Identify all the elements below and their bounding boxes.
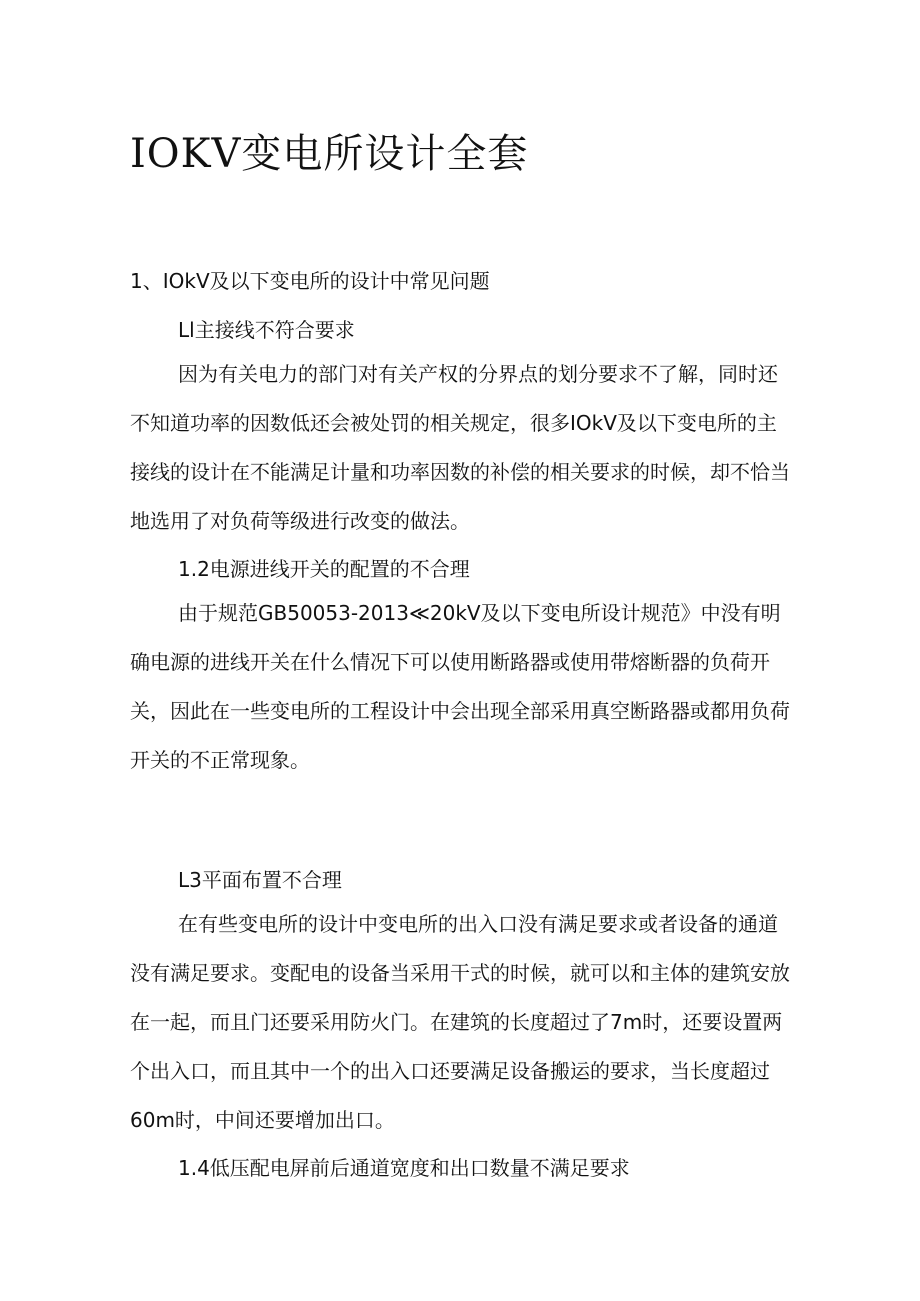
paragraph-line: 在一起，而且门还要采用防火门。在建筑的长度超过了7m时，还要设置两: [130, 1010, 783, 1034]
paragraph-line: 因为有关电力的部门对有关产权的分界点的划分要求不了解，同时还: [178, 362, 778, 386]
paragraph-1-3: [130, 900, 790, 1145]
subsection-heading-1-3: L3平面布置不合理: [178, 868, 342, 892]
paragraph-line: 个出入口，而且其中一个的出入口还要满足设备搬运的要求，当长度超过: [130, 1059, 770, 1083]
paragraph-line: 没有满足要求。变配电的设备当采用干式的时候，就可以和主体的建筑安放: [130, 961, 790, 985]
paragraph-line: 不知道功率的因数低还会被处罚的相关规定，很多IOkV及以下变电所的主: [130, 411, 777, 435]
subsection-heading-1-1: Ll主接线不符合要求: [178, 318, 355, 342]
section-heading-1: 1、IOkV及以下变电所的设计中常见问题: [130, 269, 490, 293]
paragraph-line: 地选用了对负荷等级进行改变的做法。: [130, 509, 470, 533]
paragraph-1-2: [130, 589, 790, 785]
subsection-heading-1-2: 1.2电源进线开关的配置的不合理: [178, 557, 470, 581]
paragraph-line: 关，因此在一些变电所的工程设计中会出现全部采用真空断路器或都用负荷: [130, 699, 790, 723]
paragraph-line: 由于规范GB50053-2013≪20kV及以下变电所设计规范》中没有明: [178, 601, 781, 625]
subsection-heading-1-4: 1.4低压配电屏前后通道宽度和出口数量不满足要求: [178, 1156, 630, 1180]
document-title: IOKV变电所设计全套: [130, 131, 529, 177]
paragraph-line: 在有些变电所的设计中变电所的出入口没有满足要求或者设备的通道: [178, 912, 778, 936]
paragraph-line: 接线的设计在不能满足计量和功率因数的补偿的相关要求的时候，却不恰当: [130, 460, 790, 484]
paragraph-line: 确电源的进线开关在什么情况下可以使用断路器或使用带熔断器的负荷开: [130, 650, 770, 674]
paragraph-line: 60m时，中间还要增加出口。: [130, 1108, 395, 1132]
paragraph-line: 开关的不正常现象。: [130, 748, 310, 772]
paragraph-1-1: [130, 350, 790, 546]
